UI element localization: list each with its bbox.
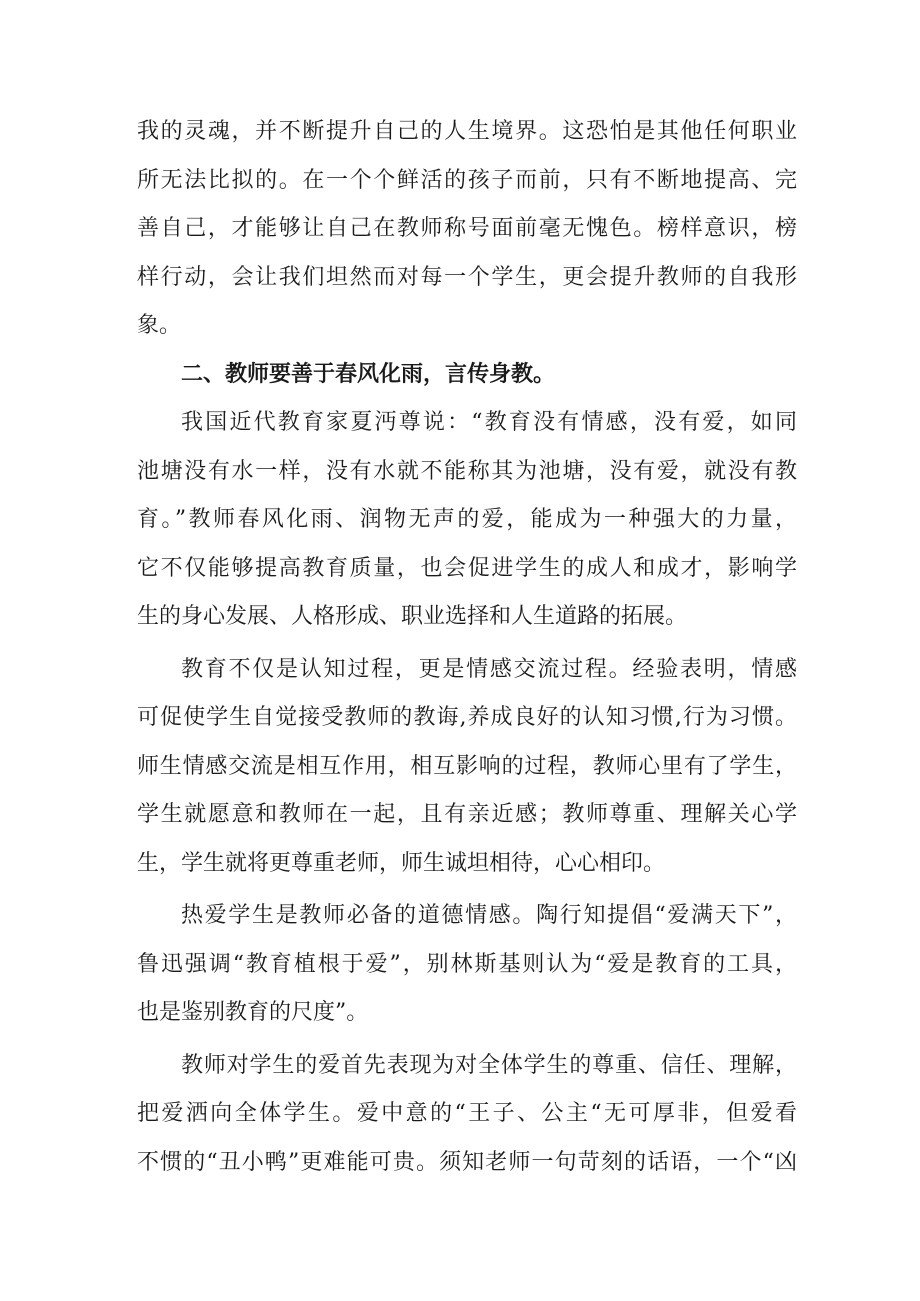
paragraph-4 xyxy=(137,892,797,1038)
text-line: 也是鉴别教育的尺度”。 xyxy=(137,1000,369,1025)
text-line: 可促使学生自觉接受教师的教诲,养成良好的认知习惯,行为习惯。 xyxy=(137,705,797,730)
paragraph-2 xyxy=(137,399,797,642)
text-line: 我的灵魂，并不断提升自己的人生境界。这恐怕是其他任何职业 xyxy=(137,119,797,144)
text-line: 把爱洒向全体学生。爱中意的“王子、公主“无可厚非，但爱看 xyxy=(137,1101,797,1126)
text-line: 象。 xyxy=(137,313,182,338)
paragraph-5 xyxy=(137,1042,797,1188)
paragraph-1 xyxy=(137,108,797,351)
section-heading: 二、教师要善于春风化雨，言传身教。 xyxy=(181,361,556,387)
text-line: 不惯的“丑小鸭”更难能可贵。须知老师一句苛刻的话语，一个“凶 xyxy=(137,1149,797,1175)
text-line: 生，学生就将更尊重老师，师生诚坦相待，心心相印。 xyxy=(137,850,666,876)
text-line: 生的身心发展、人格形成、职业选择和人生道路的拓展。 xyxy=(137,604,688,629)
text-line: 善自己，才能够让自己在教师称号面前毫无愧色。榜样意识，榜 xyxy=(137,216,797,241)
text-line: 教育不仅是认知过程，更是情感交流过程。经验表明，情感 xyxy=(181,656,797,682)
text-line: 教师对学生的爱首先表现为对全体学生的尊重、信任、理解， xyxy=(181,1052,797,1078)
text-line: 它不仅能够提高教育质量，也会促进学生的成人和成才，影响学 xyxy=(137,555,797,581)
text-line: 所无法比拟的。在一个个鲜活的孩子而前，只有不断地提高、完 xyxy=(137,167,797,193)
text-line: 我国近代教育家夏沔尊说：“教育没有情感，没有爱，如同 xyxy=(181,410,797,435)
text-line: 池塘没有水一样，没有水就不能称其为池塘，没有爱，就没有教 xyxy=(137,458,797,484)
text-line: 师生情感交流是相互作用，相互影响的过程，教师心里有了学生， xyxy=(137,753,797,779)
text-line: 热爱学生是教师必备的道德情感。陶行知提倡“爱满天下”， xyxy=(181,903,797,928)
paragraph-3 xyxy=(137,646,797,889)
text-line: 学生就愿意和教师在一起，且有亲近感；教师尊重、理解关心学 xyxy=(137,802,797,827)
text-line: 育。”教师春风化雨、润物无声的爱，能成为一种强大的力量， xyxy=(137,507,797,532)
text-line: 样行动，会让我们坦然而对每一个学生，更会提升教师的自我形 xyxy=(137,264,797,290)
document-body xyxy=(137,108,797,1187)
text-line: 鲁迅强调“教育植根于爱”，别林斯基则认为“爱是教育的工具， xyxy=(137,951,797,977)
